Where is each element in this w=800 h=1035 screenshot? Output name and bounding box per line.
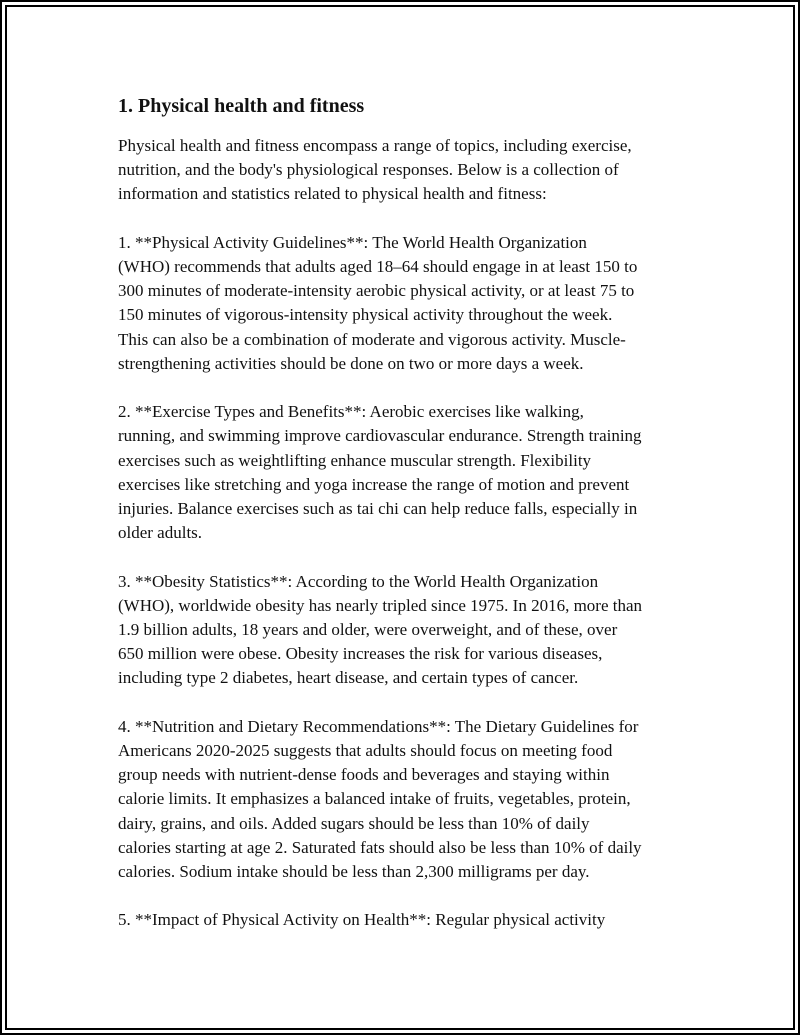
text-line: calorie limits. It emphasizes a balanced intake of fruits, vegetables, protein,: [118, 789, 631, 809]
text-line: 2. **Exercise Types and Benefits**: Aerobic exercises like walking,: [118, 402, 584, 422]
text-line: calories. Sodium intake should be less than 2,300 milligrams per day.: [118, 862, 590, 882]
text-line: group needs with nutrient-dense foods and beverages and staying within: [118, 765, 610, 785]
section-heading: 1. Physical health and fitness: [118, 95, 365, 117]
text-line: 150 minutes of vigorous-intensity physical activity throughout the week.: [118, 305, 613, 325]
paragraph-gap: [118, 545, 698, 569]
text-line: nutrition, and the body's physiological responses. Below is a collection of: [118, 160, 619, 180]
text-line: older adults.: [118, 523, 203, 543]
obesity-paragraph: [118, 570, 698, 691]
paragraph-gap: [118, 376, 698, 400]
text-line: 3. **Obesity Statistics**: According to the World Health Organization: [118, 571, 599, 591]
nutrition-paragraph: [118, 715, 698, 884]
text-line: exercises such as weightlifting enhance muscular strength. Flexibility: [118, 450, 592, 470]
text-line: exercises like stretching and yoga increase the range of motion and prevent: [118, 474, 630, 494]
document-body: [118, 92, 698, 933]
text-line: injuries. Balance exercises such as tai chi can help reduce falls, especially in: [118, 499, 638, 519]
text-line: 4. **Nutrition and Dietary Recommendations**: The Dietary Guidelines for: [118, 716, 639, 736]
text-line: (WHO) recommends that adults aged 18–64 should engage in at least 150 to: [118, 257, 638, 276]
text-line: This can also be a combination of moderate and vigorous activity. Muscle-: [118, 329, 626, 349]
text-line: Americans 2020-2025 suggests that adults should focus on meeting food: [118, 741, 613, 761]
paragraph-gap: [118, 884, 698, 908]
text-line: 650 million were obese. Obesity increases the risk for various diseases,: [118, 644, 603, 664]
text-line: Physical health and fitness encompass a range of topics, including exercise,: [118, 136, 632, 155]
exercise-types-paragraph: [118, 400, 698, 545]
paragraph-gap: [118, 691, 698, 715]
document-text: [118, 134, 698, 933]
paragraph-gap: [118, 207, 698, 231]
text-line: dairy, grains, and oils. Added sugars should be less than 10% of daily: [118, 813, 590, 833]
text-line: (WHO), worldwide obesity has nearly tripled since 1975. In 2016, more than: [118, 595, 643, 615]
activity-impact-paragraph: [118, 908, 698, 932]
text-line: 1.9 billion adults, 18 years and older, were overweight, and of these, over: [118, 620, 618, 640]
text-line: including type 2 diabetes, heart disease, and certain types of cancer.: [118, 668, 579, 688]
text-line: 1. **Physical Activity Guidelines**: The World Health Organization: [118, 232, 587, 252]
text-line: strengthening activities should be done on two or more days a week.: [118, 353, 584, 373]
intro-paragraph: [118, 134, 698, 207]
text-line: running, and swimming improve cardiovascular endurance. Strength training: [118, 426, 642, 446]
text-line: 5. **Impact of Physical Activity on Health**: Regular physical activity: [118, 910, 606, 930]
text-line: 300 minutes of moderate-intensity aerobic physical activity, or at least 75 to: [118, 281, 635, 301]
text-line: calories starting at age 2. Saturated fats should also be less than 10% of daily: [118, 837, 642, 857]
guidelines-paragraph: [118, 231, 698, 376]
text-line: information and statistics related to physical health and fitness:: [118, 184, 547, 204]
